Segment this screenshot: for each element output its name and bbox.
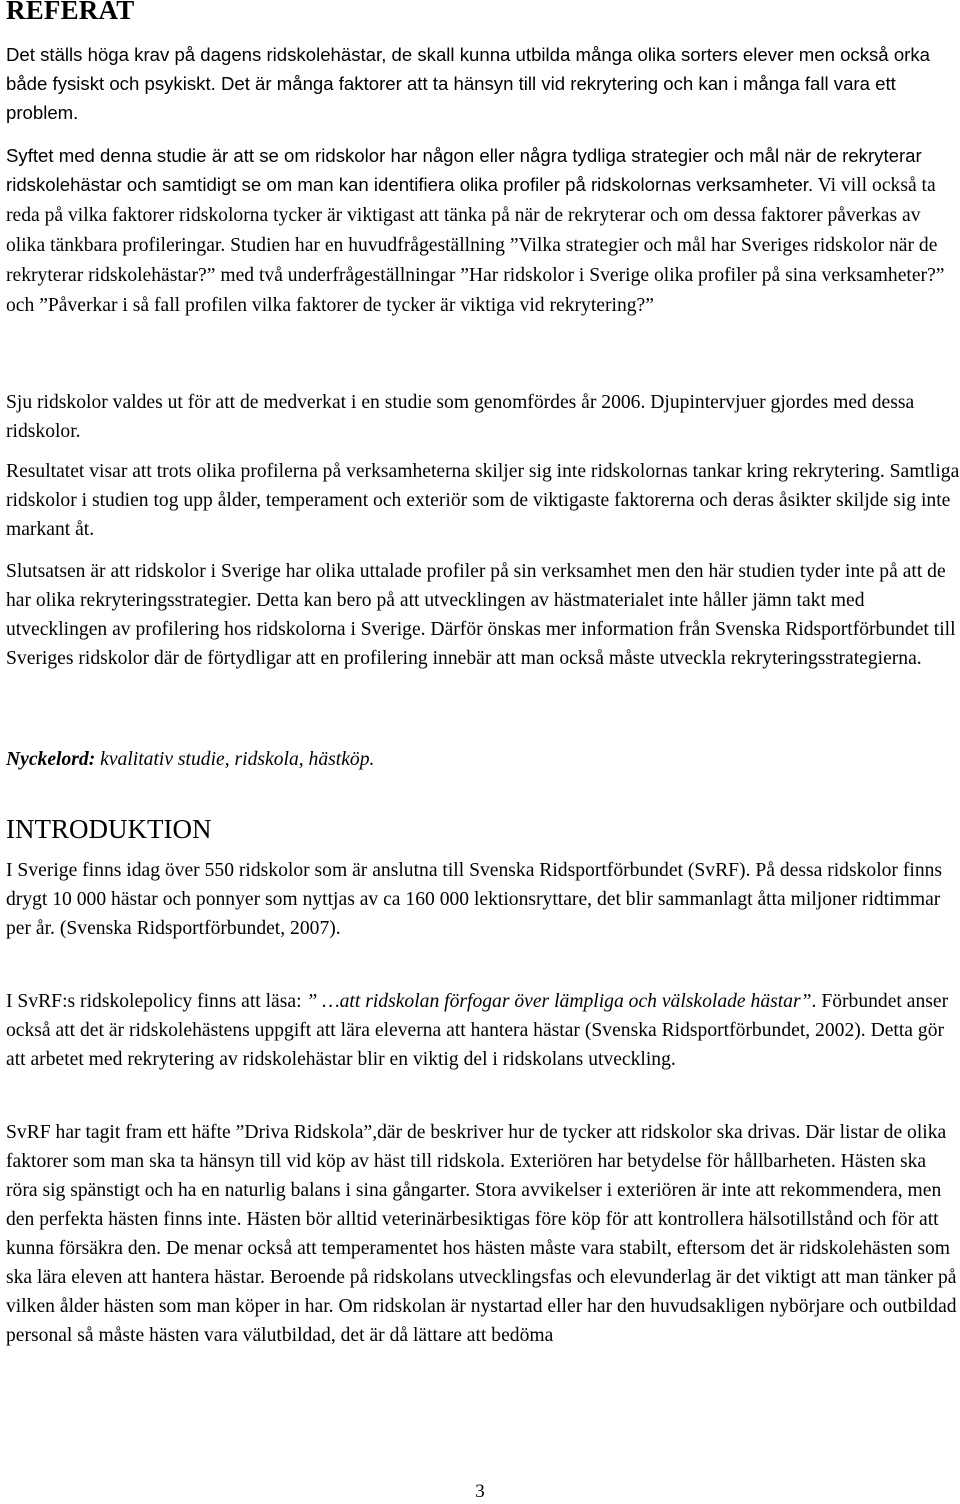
referat-paragraph-2 xyxy=(6,141,960,320)
policy-continuation: . Förbundet anser också att det är ridskolehästens uppgift att lära eleverna att hantera hästar (Svenska Ridsportförbundet, 2002). Detta gör att arbetet med rekrytering av ridskolehästar blir en viktig del i ridskolans utveckling. xyxy=(6,991,949,1070)
keywords-line xyxy=(6,745,956,774)
referat-paragraph-2-aim: Syftet med denna studie är att se om ridskolor har någon eller några tydliga strategier och mål när de rekryterar ridskolehästar och samtidigt se om man kan identifiera olika profiler på ridskolornas verksamheter. xyxy=(6,145,922,195)
policy-quote: ” …att ridskolan förfogar över lämpliga och välskolade hästar” xyxy=(306,991,812,1012)
referat-paragraph-2-questions: Vi vill också ta reda på vilka faktorer ridskolorna tycker är viktigast att tänka på när de rekryterar och om dessa faktorer påverkas av olika tänkbara profileringar. Studien har en huvudfrågeställning ”Vilka strategier och mål har Sveriges ridskolor när de rekryterar ridskolehästar?” med två underfrågeställningar ”Har ridskolor i Sverige olika profiler på sina verksamheter?” och ”Påverkar i så fall profilen vilka faktorer de tycker är viktiga vid rekrytering?” xyxy=(6,175,945,316)
introduction-paragraph-2 xyxy=(6,987,960,1074)
referat-paragraph-5: Slutsatsen är att ridskolor i Sverige har olika uttalade profiler på sin verksamhet men den här studien tyder inte på att de har olika rekryteringsstrategier. Detta kan bero på att utvecklingen av hästmaterialet inte håller jämn takt med utvecklingen av profilering hos ridskolorna i Sverige. Därför önskas mer information från Svenska Ridsportförbundet till Sveriges ridskolor där de förtydligar att en profilering innebär att man också måste utveckla rekryteringsstrategierna. xyxy=(6,561,956,669)
referat-paragraph-3: Sju ridskolor valdes ut för att de medverkat i en studie som genomfördes år 2006. Djupintervjuer gjordes med dessa ridskolor. xyxy=(6,392,915,442)
keywords-label: Nyckelord: xyxy=(6,749,96,770)
referat-paragraph-1: Det ställs höga krav på dagens ridskolehästar, de skall kunna utbilda många olika sorters elever men också orka både fysiskt och psykiskt. Det är många faktorer att ta hänsyn till vid rekrytering och kan i många fall vara ett problem. xyxy=(6,44,930,123)
introduction-paragraph-1: I Sverige finns idag över 550 ridskolor som är anslutna till Svenska Ridsportförbundet (SvRF). På dessa ridskolor finns drygt 10 000 hästar och ponnyer som nyttjas av ca 160 000 lektionsryttare, det blir sammanlagt åtta miljoner ridtimmar per år. (Svenska Ridsportförbundet, 2007). xyxy=(6,860,943,939)
introduction-paragraph-3: SvRF har tagit fram ett häfte ”Driva Ridskola”,där de beskriver hur de tycker att ridskolor ska drivas. Där listar de olika faktorer som man ska ta hänsyn till vid köp av häst till ridskola. Exteriören har betydelse för hållbarheten. Hästen ska röra sig spänstigt och ha en naturlig balans i sina gångarter. Stora avvikelser i exteriören är inte att rekommendera, men den perfekta hästen finns inte. Hästen bör alltid veterinärbesiktigas före köp för att kontrollera hälsotillstånd och för att kunna försäkra den. De menar också att temperamentet hos hästen måste vara stabilt, eftersom det är ridskolehästen som ska lära eleven att hantera hästar. Beroende på ridskolans utvecklingsfas och elevunderlag är det viktigt att man tänker på vilken ålder hästen som man köper in har. Om ridskolan är nystartad eller har den huvudsakligen nybörjare och outbildad personal så måste hästen vara välutbildad, det är då lättare att bedöma xyxy=(6,1122,957,1346)
introduction-heading: INTRODUKTION xyxy=(6,814,212,844)
page-number: 3 xyxy=(475,1481,485,1502)
policy-intro-text: I SvRF:s ridskolepolicy finns att läsa: xyxy=(6,991,307,1012)
referat-heading: REFERAT xyxy=(6,0,135,25)
keywords-list: kvalitativ studie, ridskola, hästköp. xyxy=(95,749,375,770)
referat-paragraph-4: Resultatet visar att trots olika profilerna på verksamheterna skiljer sig inte ridskolornas tankar kring rekrytering. Samtliga ridskolor i studien tog upp ålder, temperament och exteriör som de viktigaste faktorerna och deras åsikter skiljde sig inte markant åt. xyxy=(6,461,960,540)
